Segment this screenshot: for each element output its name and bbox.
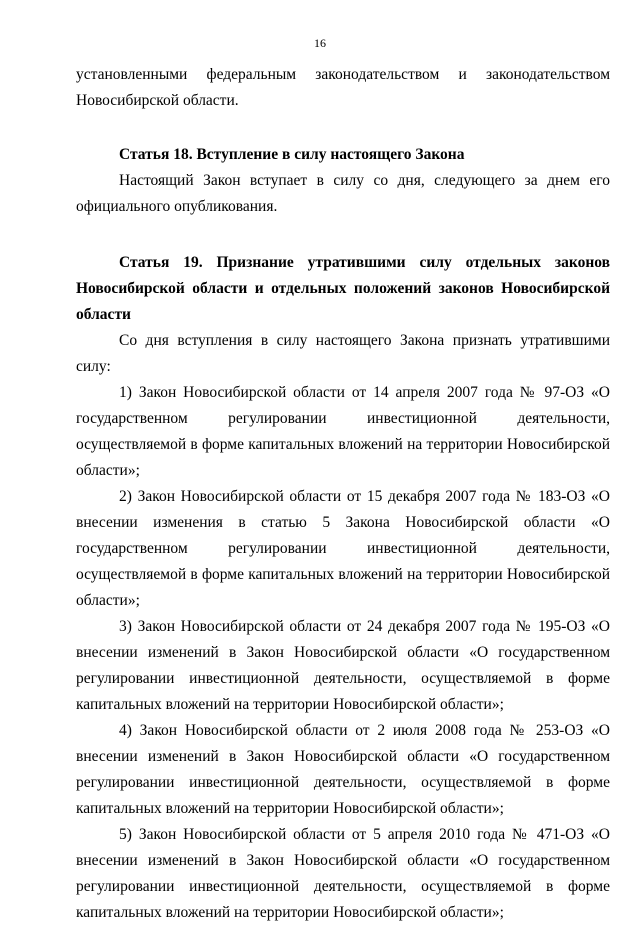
page-number: 16 [314,36,326,50]
spacer [76,114,610,142]
article-18-title: Статья 18. Вступление в силу настоящего Закона [119,146,465,163]
article-18-text: Настоящий Закон вступает в силу со дня, следующего за днем его официального опубликования. [76,172,610,215]
article-19-intro: Со дня вступления в силу настоящего Закона признать утратившими силу: [76,332,610,375]
spacer [76,220,610,250]
list-item: 5) Закон Новосибирской области от 5 апреля 2010 года № 471-ОЗ «О внесении изменений в Закон Новосибирской области «О государственном регулировании инвестиционной деятельности, осуществляемой в форме капитальных вложений на территории Новосибирской области»; [76,826,610,921]
page-content [76,62,610,926]
list-item: 2) Закон Новосибирской области от 15 декабря 2007 года № 183-ОЗ «О внесении изменения в статью 5 Закона Новосибирской области «О государственном регулировании инвестиционной деятельности, осуществляемой в форме капитальных вложений на территории Новосибирской области»; [76,488,610,609]
list-item: 4) Закон Новосибирской области от 2 июля 2008 года № 253-ОЗ «О внесении изменений в Закон Новосибирской области «О государственном регулировании инвестиционной деятельности, осуществляемой в форме капитальных вложений на территории Новосибирской области»; [76,722,610,817]
list-item: 3) Закон Новосибирской области от 24 декабря 2007 года № 195-ОЗ «О внесении изменений в Закон Новосибирской области «О государственном регулировании инвестиционной деятельности, осуществляемой в форме капитальных вложений на территории Новосибирской области»; [76,618,610,713]
list-item: 1) Закон Новосибирской области от 14 апреля 2007 года № 97-ОЗ «О государственном регулировании инвестиционной деятельности, осуществляемой в форме капитальных вложений на территории Новосибирской области»; [76,384,610,479]
continuation-paragraph: установленными федеральным законодательством и законодательством Новосибирской области. [76,66,610,109]
article-19-title: Статья 19. Признание утратившими силу отдельных законов Новосибирской области и отдельных положений законов Новосибирской области [76,254,610,323]
